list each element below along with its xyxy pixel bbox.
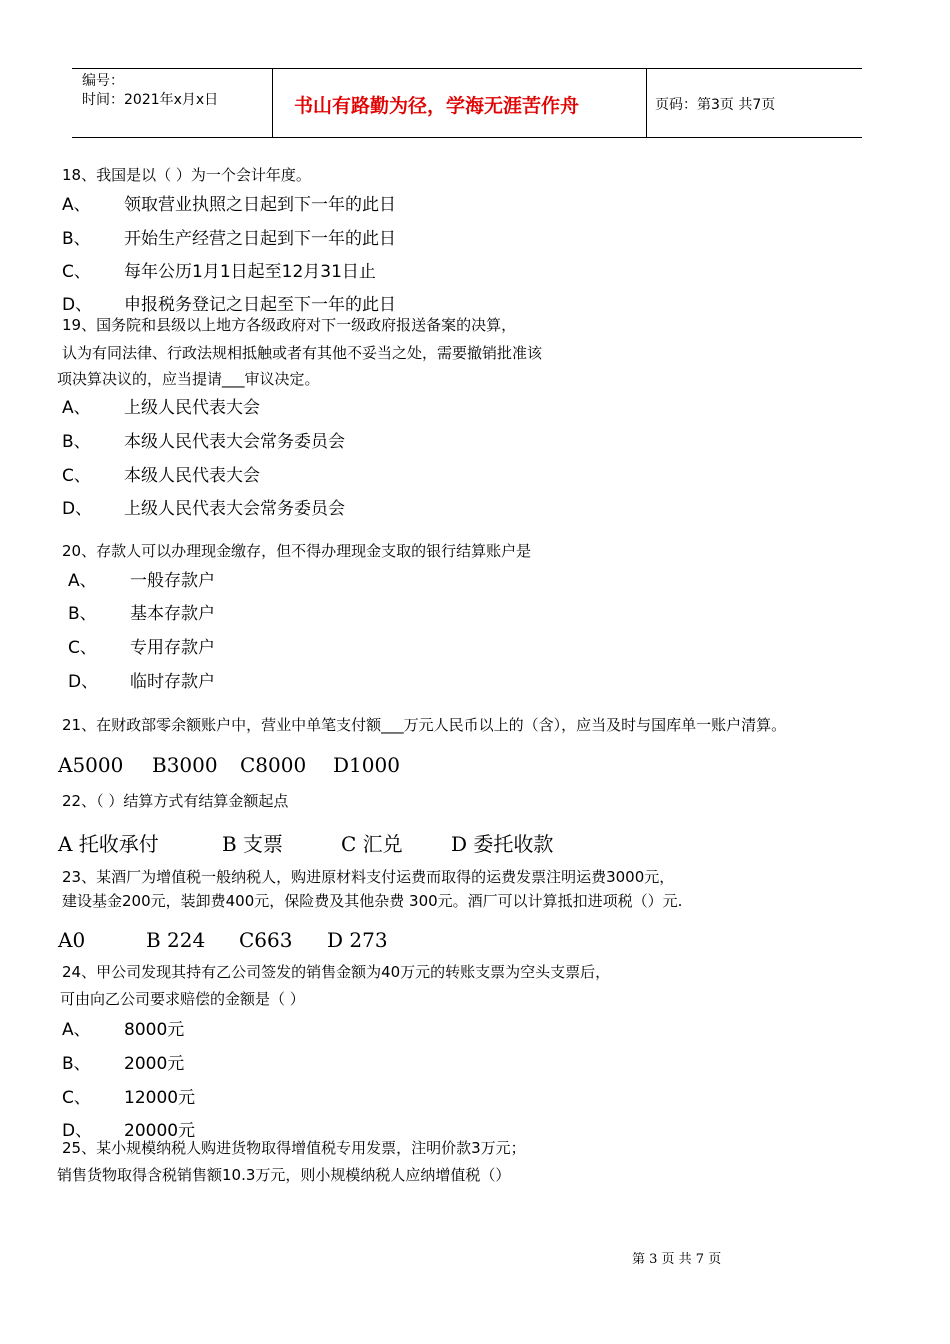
question-stem: 认为有同法律、行政法规相抵触或者有其他不妥当之处，需要撤销批准该 — [62, 344, 543, 362]
question-option — [68, 566, 215, 591]
option-key: D、 — [62, 499, 93, 519]
question-option — [62, 1049, 184, 1074]
header-time-label: 时间：2021年x月x日 — [82, 92, 219, 108]
option-key: A、 — [62, 398, 91, 418]
option-text: 临时存款户 — [130, 672, 215, 692]
option-text: 基本存款户 — [130, 604, 215, 624]
header-divider — [272, 69, 273, 137]
question-option — [62, 190, 396, 215]
question-option: A 托收承付 — [58, 832, 159, 856]
option-key: D、 — [62, 295, 93, 315]
option-text: 2000元 — [124, 1054, 185, 1074]
option-text: 20000元 — [124, 1121, 196, 1141]
question-option — [62, 290, 396, 315]
question-stem: 23、某酒厂为增值税一般纳税人，购进原材料支付运费而取得的运费发票注明运费3000元， — [62, 868, 675, 886]
option-row — [58, 753, 400, 777]
question-option: B 支票 — [222, 832, 284, 856]
option-key: C、 — [62, 466, 91, 486]
option-text: 申报税务登记之日起至下一年的此日 — [124, 295, 396, 315]
question-option — [62, 224, 396, 249]
header-divider — [646, 69, 647, 137]
option-text: 本级人民代表大会常务委员会 — [124, 432, 345, 452]
option-text: 上级人民代表大会 — [124, 398, 260, 418]
option-text: 每年公历1月1日起至12月31日止 — [124, 262, 376, 282]
question-option: D1000 — [333, 753, 400, 777]
option-text: 专用存款户 — [130, 638, 215, 658]
question-stem: 可由向乙公司要求赔偿的金额是（ ） — [60, 990, 305, 1008]
option-key: B、 — [62, 1054, 91, 1074]
option-key: B、 — [68, 604, 97, 624]
question-option: C8000 — [240, 753, 307, 777]
question-option — [62, 1015, 184, 1040]
question-stem: 24、甲公司发现其持有乙公司签发的销售金额为40万元的转账支票为空头支票后， — [62, 963, 611, 981]
option-text: 8000元 — [124, 1020, 185, 1040]
option-key: A、 — [62, 1020, 91, 1040]
question-option: B 224 — [146, 928, 206, 952]
question-option — [68, 667, 215, 692]
header-motto: 书山有路勤为径，学海无涯苦作舟 — [294, 95, 580, 117]
question-option: B3000 — [152, 753, 218, 777]
question-stem: 销售货物取得含税销售额10.3万元，则小规模纳税人应纳增值税（） — [57, 1166, 511, 1184]
option-text: 上级人民代表大会常务委员会 — [124, 499, 345, 519]
option-text: 一般存款户 — [130, 571, 215, 591]
question-option: A5000 — [58, 753, 124, 777]
question-option — [62, 461, 260, 486]
page-header — [72, 68, 862, 138]
question-option — [62, 494, 345, 519]
option-key: D、 — [68, 672, 99, 692]
option-key: C、 — [62, 262, 91, 282]
question-stem: 21、在财政部零余额账户中，营业中单笔支付额___万元人民币以上的（含），应当及时与国库单一账户清算。 — [62, 716, 787, 734]
option-key: B、 — [62, 229, 91, 249]
option-text: 本级人民代表大会 — [124, 466, 260, 486]
question-option — [68, 599, 215, 624]
question-stem: 22、（ ）结算方式有结算金额起点 — [62, 792, 289, 810]
question-option — [62, 1083, 195, 1108]
question-stem: 19、国务院和县级以上地方各级政府对下一级政府报送备案的决算， — [62, 316, 517, 334]
question-stem: 18、我国是以（ ）为一个会计年度。 — [62, 166, 311, 184]
question-stem: 25、某小规模纳税人购进货物取得增值税专用发票，注明价款3万元； — [62, 1139, 526, 1157]
question-option: D 委托收款 — [451, 832, 554, 856]
header-page-label: 页码：第3页 共7页 — [655, 97, 776, 113]
option-key: A、 — [62, 195, 91, 215]
option-text: 领取营业执照之日起到下一年的此日 — [124, 195, 396, 215]
question-option: C663 — [239, 928, 293, 952]
option-key: C、 — [68, 638, 97, 658]
option-text: 开始生产经营之日起到下一年的此日 — [124, 229, 396, 249]
option-key: D、 — [62, 1121, 93, 1141]
option-key: C、 — [62, 1088, 91, 1108]
header-meta — [82, 72, 218, 110]
page-footer: 第 3 页 共 7 页 — [632, 1252, 722, 1267]
question-stem: 项决算决议的，应当提请___审议决定。 — [57, 370, 320, 388]
option-row — [58, 828, 553, 857]
option-row — [58, 928, 388, 952]
question-option — [62, 257, 376, 282]
option-key: A、 — [68, 571, 97, 591]
question-option: A0 — [58, 928, 86, 952]
question-option — [62, 393, 260, 418]
option-text: 12000元 — [124, 1088, 196, 1108]
option-key: B、 — [62, 432, 91, 452]
question-option — [68, 633, 215, 658]
question-option: D 273 — [327, 928, 388, 952]
question-option — [62, 427, 345, 452]
question-stem: 建设基金200元，装卸费400元，保险费及其他杂费 300元。酒厂可以计算抵扣进项税（）元. — [62, 892, 683, 910]
header-number-label: 编号： — [82, 73, 124, 89]
question-option: C 汇兑 — [341, 832, 403, 856]
question-stem: 20、存款人可以办理现金缴存，但不得办理现金支取的银行结算账户是 — [62, 542, 532, 560]
